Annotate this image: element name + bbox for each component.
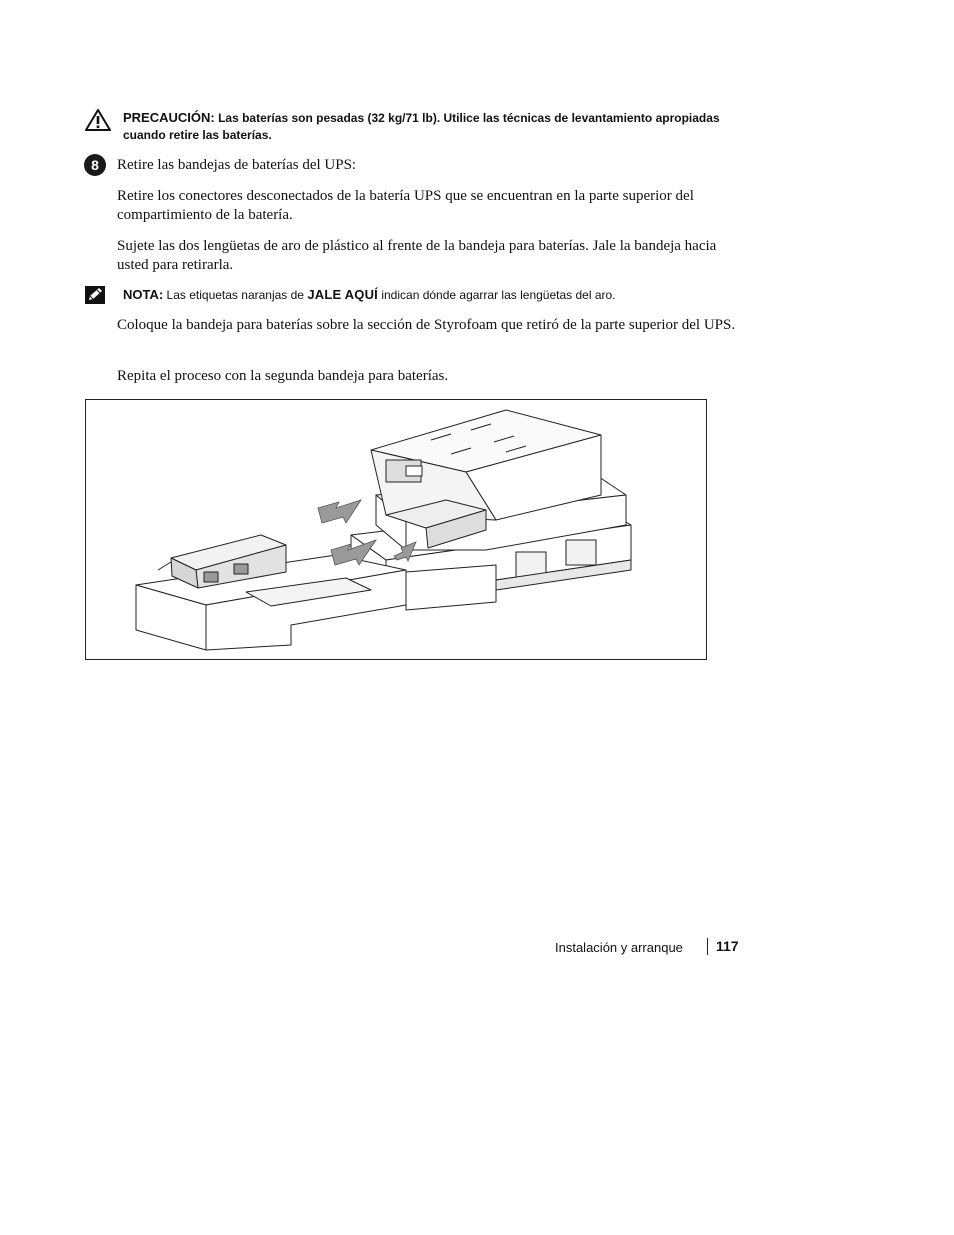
page-number: 117: [716, 938, 739, 954]
caution-block: [123, 109, 743, 144]
caution-body: Las baterías son pesadas (32 kg/71 lb). Utilice las técnicas de levantamiento apropiadas cuando retire las baterías.: [123, 111, 720, 142]
step-title: Retire las bandejas de baterías del UPS:: [117, 157, 357, 173]
step-paragraph: Sujete las dos lengüetas de aro de plástico al frente de la bandeja para baterías. Jale la bandeja hacia usted para retirarla.: [117, 238, 717, 273]
note-block: [123, 286, 763, 304]
step-number-badge: 8: [84, 154, 106, 176]
battery-removal-illustration: [85, 399, 707, 660]
footer-divider: [707, 938, 708, 955]
footer-section-title: Instalación y arranque: [555, 940, 683, 955]
illustration-drawing: [86, 400, 706, 659]
warning-triangle-icon: [84, 108, 112, 132]
note-label: NOTA:: [123, 287, 164, 302]
step-paragraph: Coloque la bandeja para baterías sobre la sección de Styrofoam que retiró de la parte superior del UPS.: [117, 317, 736, 333]
pull-arrow: [318, 500, 361, 523]
note-text-after: indican dónde agarrar las lengüetas del aro.: [381, 288, 616, 302]
pull-here-tag: JALE AQUÍ: [307, 287, 378, 302]
caution-label: PRECAUCIÓN:: [123, 110, 215, 125]
step-paragraph: Repita el proceso con la segunda bandeja para baterías.: [117, 368, 449, 384]
note-text-before: Las etiquetas naranjas de: [166, 288, 304, 302]
pencil-note-icon: [84, 285, 106, 305]
step-paragraph: Retire los conectores desconectados de la batería UPS que se encuentran en la parte superior del compartimiento de la batería.: [117, 188, 694, 223]
